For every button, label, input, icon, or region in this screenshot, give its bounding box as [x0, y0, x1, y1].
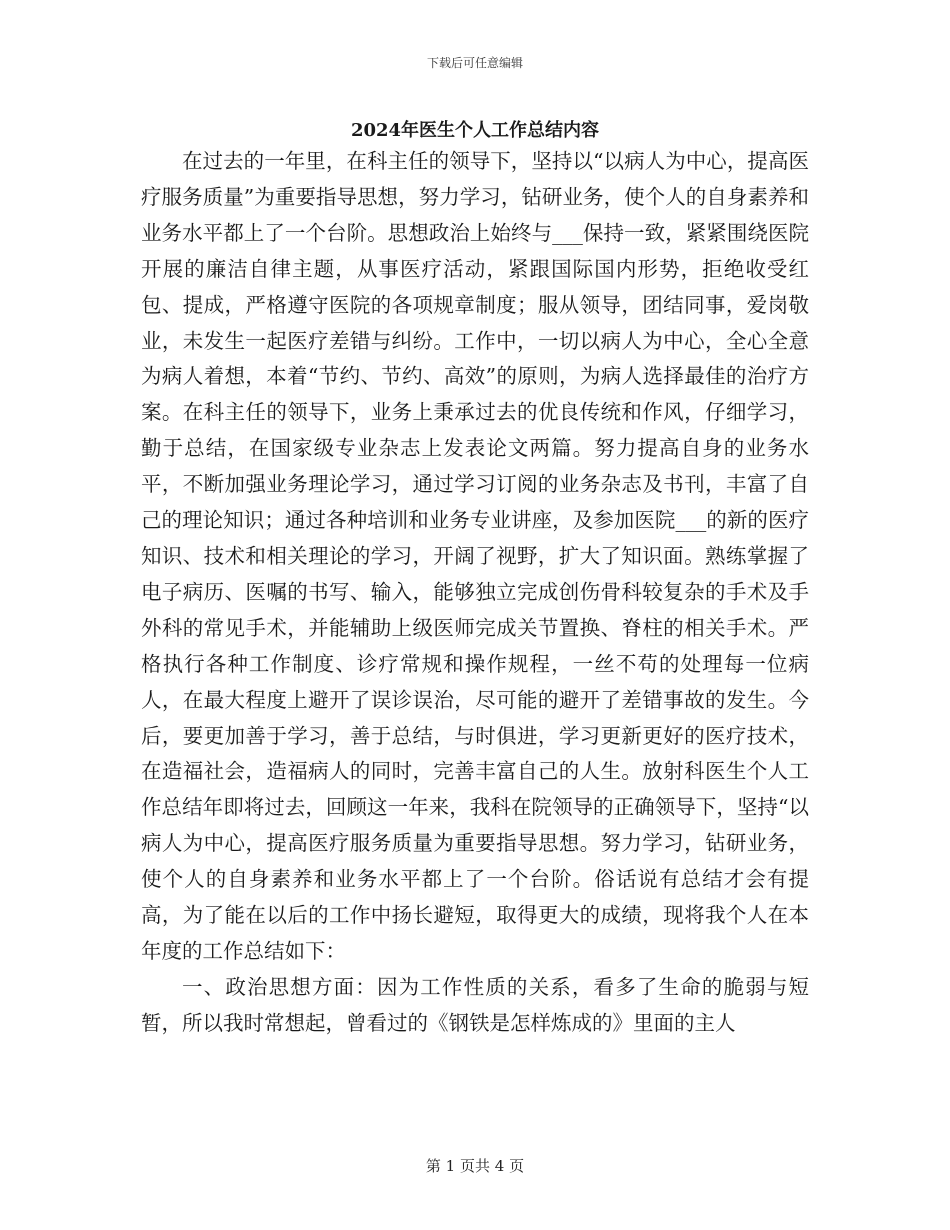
- page-number: 第 1 页共 4 页: [425, 1157, 525, 1175]
- header-note: 下载后可任意编辑: [426, 56, 523, 70]
- paragraph-intro: 在过去的一年里，在科主任的领导下，坚持以“以病人为中心，提高医疗服务质量”为重要指导思想，努力学习，钻研业务，使个人的自身素养和业务水平都上了一个台阶。思想政治上始终与___保持一致，紧紧围绕医院开展的廉洁自律主题，从事医疗活动，紧跟国际国内形势，拒绝收受红包、提成，严格遵守医院的各项规章制度；服从领导，团结同事，爱岗敬业，未发生一起医疗差错与纠纷。工作中，一切以病人为中心，全心全意为病人着想，本着“节约、节约、高效”的原则，为病人选择最佳的治疗方案。在科主任的领导下，业务上秉承过去的优良传统和作风，仔细学习，勤于总结，在国家级专业杂志上发表论文两篇。努力提高自身的业务水平，不断加强业务理论学习，通过学习订阅的业务杂志及书刊，丰富了自己的理论知识；通过各种培训和业务专业讲座，及参加医院___的新的医疗知识、技术和相关理论的学习，开阔了视野，扩大了知识面。熟练掌握了电子病历、医嘱的书写、输入，能够独立完成创伤骨科较复杂的手术及手外科的常见手术，并能辅助上级医师完成关节置换、脊柱的相关手术。严格执行各种工作制度、诊疗常规和操作规程，一丝不苟的处理每一位病人，在最大程度上避开了误诊误治，尽可能的避开了差错事故的发生。今后，要更加善于学习，善于总结，与时俱进，学习更新更好的医疗技术，在造福社会，造福病人的同时，完善丰富自己的人生。放射科医生个人工作总结年即将过去，回顾这一年来，我科在院领导的正确领导下，坚持“以病人为中心，提高医疗服务质量为重要指导思想。努力学习，钻研业务，使个人的自身素养和业务水平都上了一个台阶。俗话说有总结才会有提高，为了能在以后的工作中扬长避短，取得更大的成绩，现将我个人在本年度的工作总结如下：: [141, 149, 809, 963]
- document-body: [141, 144, 809, 1042]
- paragraph-political: 一、政治思想方面：因为工作性质的关系，看多了生命的脆弱与短暂，所以我时常想起，曾看过的《钢铁是怎样炼成的》里面的主人: [141, 974, 809, 1035]
- document-title: 2024年医生个人工作总结内容: [350, 120, 600, 141]
